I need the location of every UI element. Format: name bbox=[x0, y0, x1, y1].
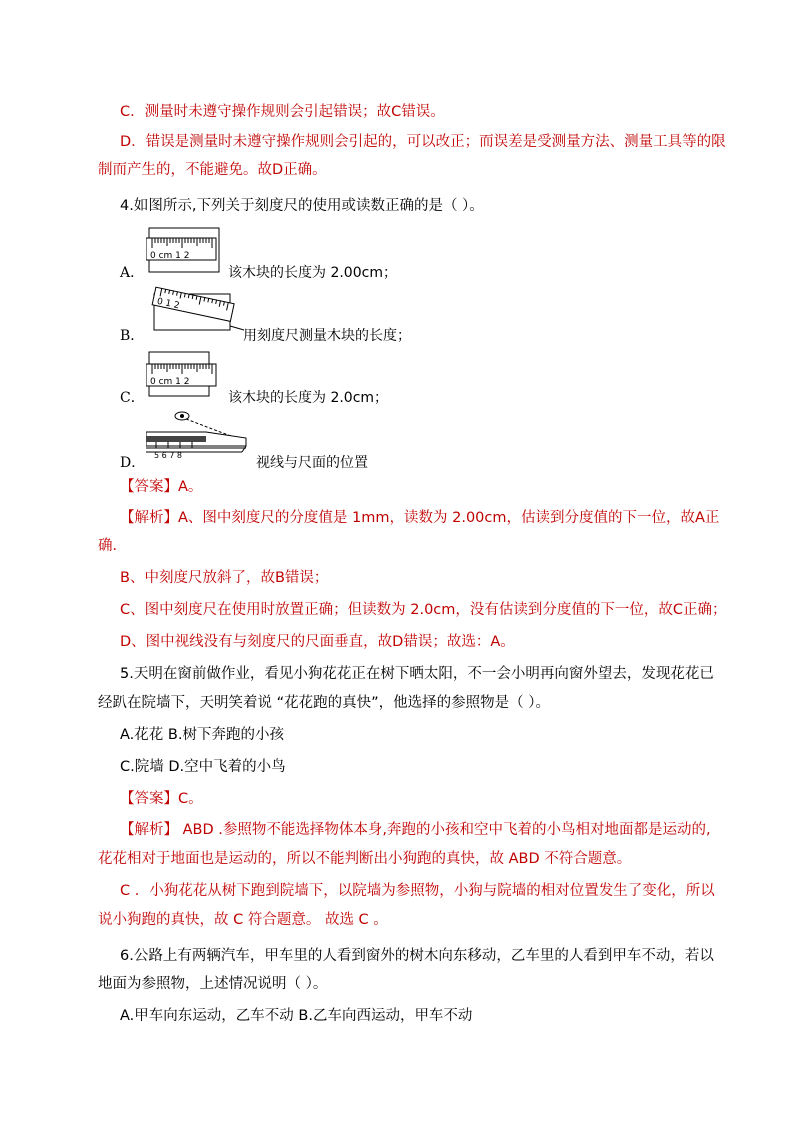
ruler-c-scale-text: 0 cm 1 2 bbox=[150, 377, 190, 387]
q4-option-c-label: C． bbox=[120, 390, 145, 406]
ruler-figure-a bbox=[146, 226, 226, 278]
question-6-options-line1: A.甲车向东运动，乙车不动 B.乙车向西运动，甲车不动 bbox=[120, 1008, 473, 1024]
q5-analysis-line4: 说小狗跑的真快，故 C 符合题意。 故选 C 。 bbox=[98, 912, 388, 928]
question-6-stem-line1: 6.公路上有两辆汽车，甲车里的人看到窗外的树木向东移动，乙车里的人看到甲车不动，若以 bbox=[120, 948, 714, 964]
q4-option-c-caption: 该木块的长度为 2.0cm； bbox=[228, 390, 389, 406]
q4-option-a-caption: 该木块的长度为 2.00cm； bbox=[228, 265, 397, 281]
ruler-figure-c bbox=[146, 350, 226, 402]
q4-analysis-line1b: 确． bbox=[98, 538, 127, 554]
question-6-stem-line2: 地面为参照物，上述情况说明（ ）。 bbox=[98, 976, 328, 992]
analysis-text: A、图中刻度尺的分度值是 1mm，读数为 2.00cm，估读到分度值的下一位，故A正 bbox=[178, 510, 720, 526]
ruler-figure-b bbox=[146, 286, 246, 338]
ruler-d-scale-text: 5 6 7 8 bbox=[154, 451, 182, 460]
ruler-a-scale-text: 0 cm 1 2 bbox=[150, 251, 190, 261]
q4-analysis-line4: D、图中视线没有与刻度尺的尺面垂直，故D错误；故选：A。 bbox=[120, 634, 515, 650]
option-d-explanation-line2: 制而产生的，不能避免。故D正确。 bbox=[98, 162, 327, 178]
option-d-explanation-line1: D．错误是测量时未遵守操作规则会引起的，可以改正；而误差是受测量方法、测量工具等的限 bbox=[120, 134, 726, 150]
question-5-stem-line2: 经趴在院墙下，天明笑着说 “花花跑的真快”，他选择的参照物是（ ）。 bbox=[98, 695, 550, 711]
q4-option-b-label: B． bbox=[120, 328, 145, 344]
q4-analysis-line3: C、图中刻度尺在使用时放置正确；但读数为 2.0cm，没有估读到分度值的下一位，故C正确； bbox=[120, 602, 727, 618]
q5-answer: 【答案】C。 bbox=[120, 791, 203, 807]
q4-analysis-line2: B、中刻度尺放斜了，故B错误； bbox=[120, 570, 329, 586]
q4-answer: 【答案】A。 bbox=[120, 479, 203, 495]
q5-analysis-line1 bbox=[120, 820, 711, 840]
q5-analysis-line2: 花花相对于地面也是运动的，所以不能判断出小狗跑的真快，故 ABD 不符合题意。 bbox=[98, 851, 632, 867]
question-5-options-line2: C.院墙 D.空中飞着的小鸟 bbox=[120, 759, 286, 775]
analysis-head: 【解析】 bbox=[120, 510, 178, 526]
question-4-stem: 4.如图所示,下列关于刻度尺的使用或读数正确的是（ ）。 bbox=[120, 198, 484, 214]
q5-analysis-line3: C ．小狗花花从树下跑到院墙下，以院墙为参照物，小狗与院墙的相对位置发生了变化，所以 bbox=[120, 883, 715, 899]
question-5-stem-line1: 5.天明在窗前做作业，看见小狗花花正在树下晒太阳，不一会小明再向窗外望去，发现花花已 bbox=[120, 666, 714, 682]
q4-option-a-label: A． bbox=[120, 265, 145, 281]
analysis-text: ABD .参照物不能选择物体本身,奔跑的小孩和空中飞着的小鸟相对地面都是运动的, bbox=[178, 822, 711, 838]
q4-analysis-line1 bbox=[120, 508, 719, 528]
q4-option-b-caption: 用刻度尺测量木块的长度； bbox=[243, 328, 411, 344]
q4-option-d-caption: 视线与尺面的位置 bbox=[256, 455, 368, 471]
q4-option-d-label: D． bbox=[120, 455, 146, 471]
question-5-options-line1: A.花花 B.树下奔跑的小孩 bbox=[120, 727, 284, 743]
ruler-figure-d bbox=[146, 408, 252, 460]
ruler-b-scale-text: 0 1 2 bbox=[155, 296, 181, 312]
analysis-head: 【解析】 bbox=[120, 822, 178, 838]
option-c-explanation: C．测量时未遵守操作规则会引起错误；故C错误。 bbox=[120, 104, 445, 120]
